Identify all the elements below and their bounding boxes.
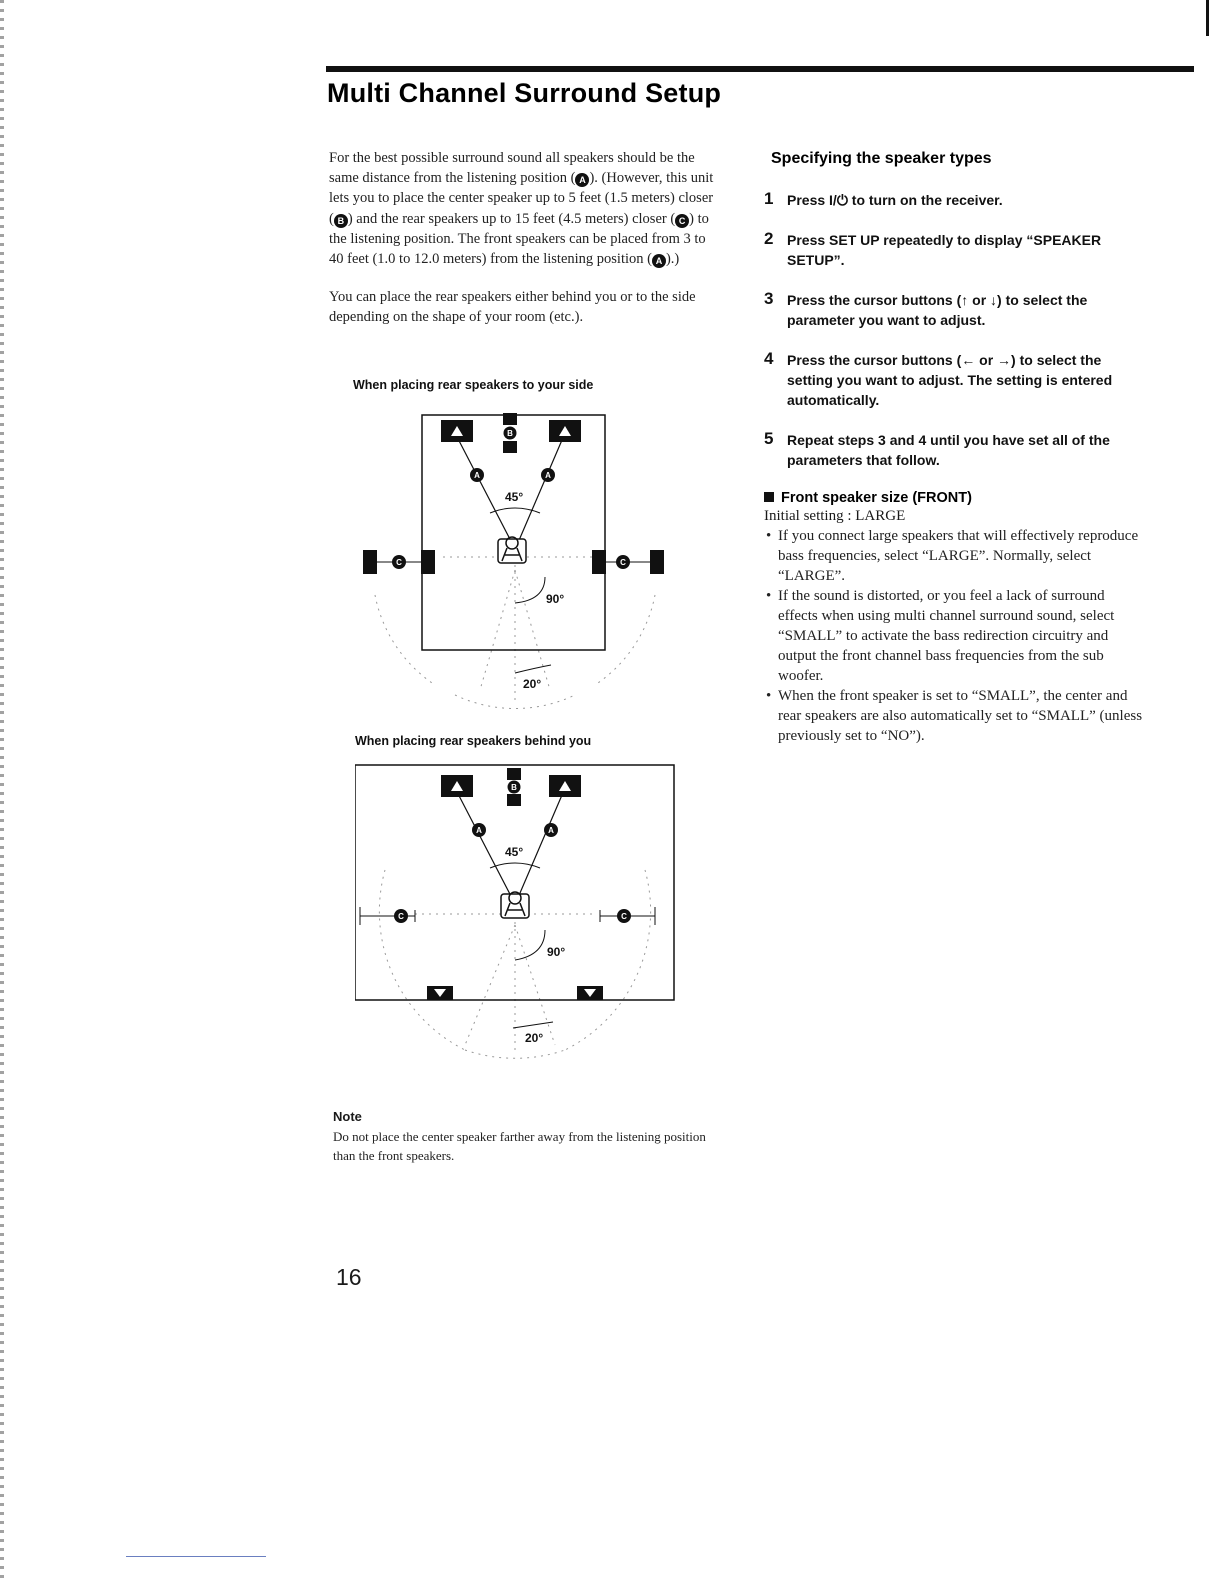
square-bullet-icon — [764, 492, 774, 502]
front-right-speaker-icon — [549, 775, 581, 797]
step-text: Press the cursor buttons (← or →) to select the setting you want to adjust. The setting is entered automatically. — [787, 352, 1113, 408]
rear-angle-arc — [515, 665, 551, 673]
listening-circle-arc — [465, 1050, 565, 1058]
front-right-line — [517, 433, 565, 545]
front-right-speaker-icon — [549, 420, 581, 442]
svg-text:C: C — [398, 912, 404, 921]
rear-left-speaker-icon — [363, 550, 435, 574]
page-number: 16 — [336, 1264, 362, 1290]
note-title: Note — [333, 1109, 362, 1124]
front-left-line — [455, 788, 513, 900]
step-number: 5 — [764, 429, 774, 448]
angle-45-label: 45° — [505, 490, 524, 504]
step-item — [764, 190, 1144, 210]
bullet-item: • If you connect large speakers that will effectively reproduce bass frequencies, select “LARGE”. Normally, select “LARGE”. — [764, 526, 1144, 586]
rear-angle-line — [465, 925, 515, 1045]
page-title: Multi Channel Surround Setup — [327, 78, 722, 108]
badge-a-right-icon — [541, 468, 555, 482]
right-angle-arc — [515, 577, 545, 603]
svg-text:A: A — [545, 471, 551, 480]
front-left-speaker-icon — [441, 775, 473, 797]
step-text: Press I/⏻ to turn on the receiver. — [787, 192, 1003, 208]
center-speaker-icon — [507, 768, 521, 806]
svg-text:B: B — [511, 783, 517, 792]
rear-side-speaker-diagram — [355, 405, 675, 715]
listening-circle-arc — [455, 695, 575, 709]
intro-paragraph-2: You can place the rear speakers either behind you or to the side depending on the shape of your room (etc.). — [329, 289, 696, 326]
section-title: Specifying the speaker types — [771, 150, 992, 167]
front-left-speaker-icon — [441, 420, 473, 442]
rear-behind-left-speaker-icon — [427, 986, 453, 1000]
svg-text:C: C — [396, 558, 402, 567]
listening-circle-arc — [565, 870, 651, 1050]
svg-text:B: B — [507, 429, 513, 438]
svg-text:A: A — [476, 826, 482, 835]
listener-icon — [498, 537, 526, 563]
scan-underline — [126, 1556, 266, 1557]
bullet-list — [764, 526, 1144, 746]
diagram-side-caption: When placing rear speakers to your side — [353, 378, 594, 392]
front-right-line — [517, 788, 565, 900]
step-text: Press SET UP repeatedly to display “SPEAKER SETUP”. — [787, 232, 1102, 268]
step-number: 4 — [764, 349, 774, 368]
step-item — [764, 430, 1144, 470]
svg-text:C: C — [620, 558, 626, 567]
step-item — [764, 350, 1144, 410]
rear-angle-line — [480, 570, 515, 690]
scan-mark — [1206, 0, 1209, 36]
step-item — [764, 230, 1144, 270]
intro-text — [329, 148, 719, 346]
angle-45-label: 45° — [505, 845, 524, 859]
rear-behind-speaker-diagram — [355, 760, 695, 1060]
listener-icon — [501, 892, 529, 918]
rear-angle-arc — [513, 1022, 553, 1028]
listening-circle-arc — [595, 595, 655, 685]
listening-circle-arc — [379, 870, 465, 1050]
circled-letter-icon: A — [575, 173, 589, 187]
subsection-title: Front speaker size (FRONT) — [764, 490, 1144, 506]
rear-behind-right-speaker-icon — [577, 986, 603, 1000]
step-text: Press the cursor buttons (↑ or ↓) to select the parameter you want to adjust. — [787, 292, 1088, 328]
angle-90-label: 90° — [546, 592, 565, 606]
note-text: Do not place the center speaker farther away from the listening position than the front speakers. — [333, 1129, 706, 1163]
angle-90-label: 90° — [547, 945, 566, 959]
svg-text:A: A — [474, 471, 480, 480]
bullet-item: • When the front speaker is set to “SMALL”, the center and rear speakers are also automatically set to “SMALL” (unless previously set to “NO”). — [764, 686, 1144, 746]
initial-setting: Initial setting : LARGE — [764, 508, 906, 524]
step-item — [764, 290, 1144, 330]
svg-text:A: A — [548, 826, 554, 835]
circled-letter-icon: A — [652, 254, 666, 268]
rear-left-speaker-icon — [360, 907, 415, 925]
circled-letter-icon: C — [675, 214, 689, 228]
right-column — [764, 150, 1144, 746]
svg-text:C: C — [621, 912, 627, 921]
step-number: 2 — [764, 229, 774, 248]
step-text: Repeat steps 3 and 4 until you have set all of the parameters that follow. — [787, 432, 1110, 468]
diagram-behind-caption: When placing rear speakers behind you — [355, 734, 592, 748]
right-angle-arc — [515, 930, 545, 960]
angle-20-label: 20° — [525, 1031, 544, 1045]
step-number: 3 — [764, 289, 774, 308]
listening-circle-arc — [375, 595, 435, 685]
step-number: 1 — [764, 189, 774, 208]
bullet-item: • If the sound is distorted, or you feel a lack of surround effects when using multi channel surround sound, select “SMALL” to activate the bass redirection circuitry and output the front channel bass frequencies from the sub woofer. — [764, 586, 1144, 686]
title-rule — [326, 66, 1194, 72]
scan-edge — [0, 0, 4, 1584]
badge-a-right-icon — [544, 823, 558, 837]
badge-a-left-icon — [472, 823, 486, 837]
center-speaker-icon — [503, 413, 517, 453]
steps-list — [764, 190, 1144, 470]
angle-20-label: 20° — [523, 677, 542, 691]
rear-right-speaker-icon — [600, 907, 655, 925]
circled-letter-icon: B — [334, 214, 348, 228]
rear-right-speaker-icon — [592, 550, 664, 574]
intro-paragraph-1: For the best possible surround sound all speakers should be the same distance from the listening position ( A ). (However, this unit lets you to place the center speaker up to 5 feet (1.5 meters) closer ( B ) and the rear speakers up to 15 feet (4.5 meters) closer ( C ) to the listening position. The front speakers can be placed from 3 to 40 feet (1.0 to 12.0 meters) from the listening position ( A ).) — [329, 150, 714, 268]
badge-a-left-icon — [470, 468, 484, 482]
